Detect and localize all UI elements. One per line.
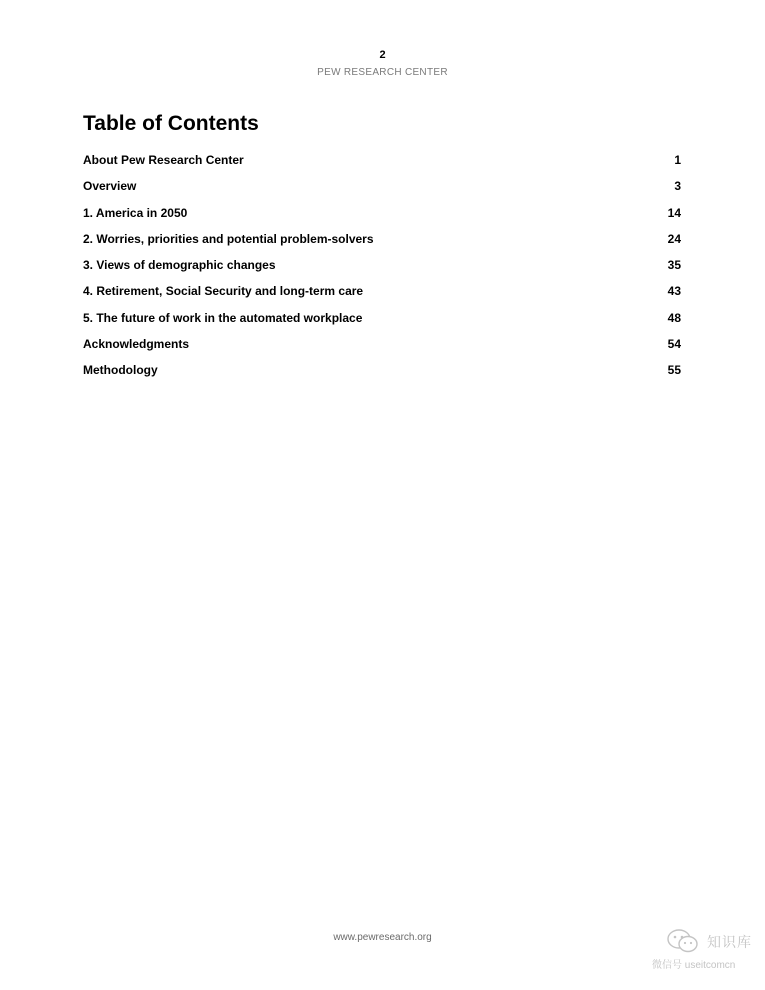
page-number: 2 [379, 49, 386, 61]
toc-entry-page: 55 [667, 363, 681, 378]
toc-entry-page: 48 [667, 310, 681, 325]
toc-entry-page: 24 [667, 231, 681, 246]
toc-entry-label: 1. America in 2050 [83, 205, 188, 220]
toc-entry-label: 4. Retirement, Social Security and long-term care [83, 284, 364, 299]
toc-entry[interactable] [83, 337, 681, 363]
toc-entry-label: Methodology [83, 363, 158, 378]
wechat-icon [666, 928, 700, 954]
toc-entry-page: 3 [674, 179, 681, 194]
toc-entry[interactable] [83, 206, 681, 232]
organization-header: PEW RESEARCH CENTER [317, 67, 448, 78]
footer-url: www.pewresearch.org [333, 932, 432, 943]
toc-title: Table of Contents [83, 112, 259, 135]
watermark [652, 928, 758, 972]
toc-entry[interactable] [83, 179, 681, 205]
toc-entry-page: 43 [667, 284, 681, 299]
toc-entry-label: Overview [83, 179, 137, 194]
toc-entry-page: 14 [667, 205, 681, 220]
toc-entry-label: 5. The future of work in the automated workplace [83, 310, 363, 325]
toc-entry-label: 2. Worries, priorities and potential problem-solvers [83, 231, 374, 246]
toc-entry-page: 1 [674, 153, 681, 167]
toc-entry[interactable] [83, 311, 681, 337]
toc-entry-label: Acknowledgments [83, 337, 190, 352]
toc-entry[interactable] [83, 363, 681, 389]
toc-entry-label: About Pew Research Center [83, 153, 244, 167]
toc-entry-page: 35 [667, 258, 681, 273]
toc-entry-label: 3. Views of demographic changes [83, 258, 276, 273]
toc-entry[interactable] [83, 284, 681, 310]
toc-list [83, 153, 681, 390]
watermark-name: 知识库 [707, 934, 752, 950]
toc-entry[interactable] [83, 258, 681, 284]
toc-entry[interactable] [83, 153, 681, 179]
toc-entry-page: 54 [667, 337, 681, 352]
toc-entry[interactable] [83, 232, 681, 258]
watermark-account: 微信号 useitcomcn [652, 960, 736, 971]
